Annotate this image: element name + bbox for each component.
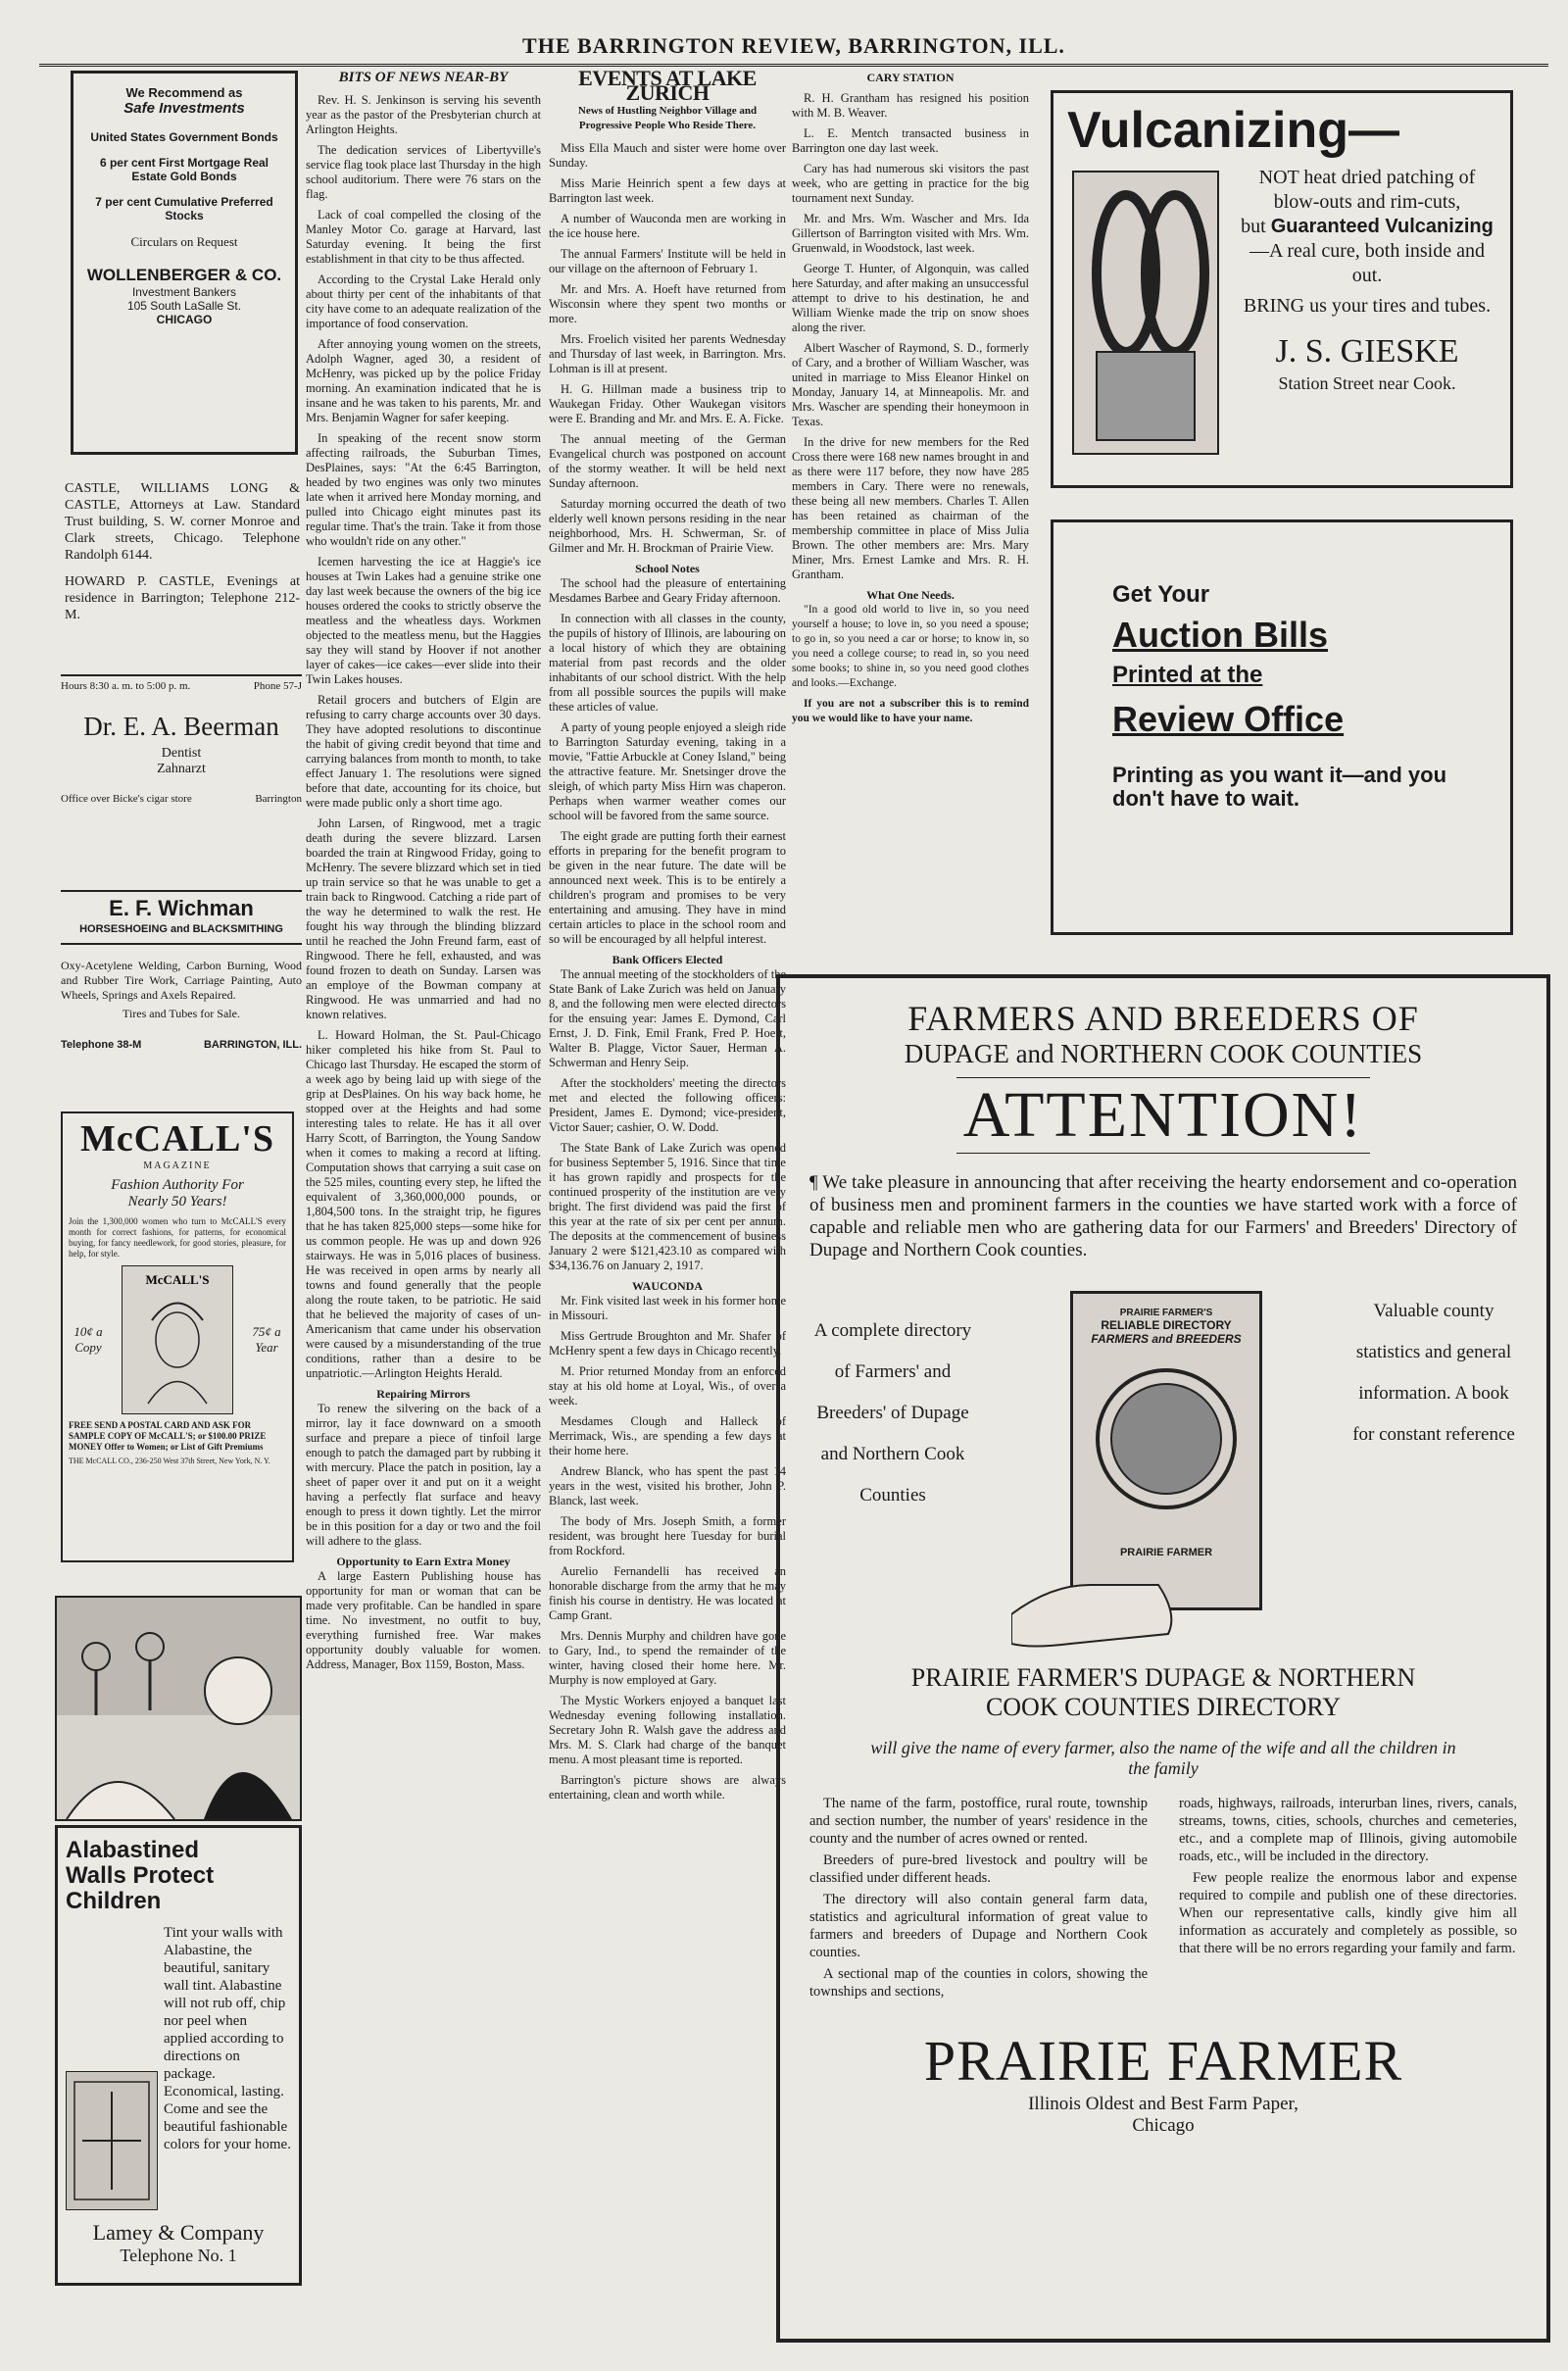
mccalls-address: THE McCALL CO., 236-250 West 37th Street, New York, N. Y.	[69, 1457, 270, 1465]
cary-station-column	[792, 71, 1029, 972]
blacksmith-phone: Telephone 38-M	[61, 1039, 142, 1051]
news-item: The body of Mrs. Joseph Smith, a former resident, was brought here Tuesday for burial from Rockford.	[549, 1514, 786, 1557]
masthead-title: THE BARRINGTON REVIEW, BARRINGTON, ILL.	[522, 33, 1065, 58]
wichman-ad	[61, 896, 302, 1102]
news-item: Cary has had numerous ski visitors the past week, who are getting in practice for the big tournament next Sunday.	[792, 162, 1029, 205]
news-item: Rev. H. S. Jenkinson is serving his seventh year as the pastor of the Presbyterian church at Arlington Heights.	[306, 93, 541, 136]
subscriber-note: If you are not a subscriber this is to remind you we would like to have your name.	[792, 698, 1029, 724]
ad-line: 6 per cent First Mortgage Real Estate Gold Bonds	[99, 156, 270, 183]
news-item: Miss Ella Mauch and sister were home over Sunday.	[549, 141, 786, 170]
vulcanizing-line	[1238, 215, 1496, 288]
directory-title-2: COOK COUNTIES DIRECTORY	[985, 1693, 1342, 1721]
news-item: The State Bank of Lake Zurich was opened for business September 5, 1916. Since that time it has grown rapidly and prospects for the continued prosperity of the institution are very bright. The first dividend was paid the first of this year at the rate of six per cent per annum. The deposits at the commencement of business January 2 were $121,423.10 as compared with $34,136.76 on January 2, 1917.	[549, 1141, 786, 1272]
package-icon	[67, 2072, 157, 2209]
prairie-farmer-brand: PRAIRIE FARMER	[923, 2029, 1403, 2093]
directory-italic: will give the name of every farmer, also the name of the wife and all the children in the family	[870, 1738, 1456, 1778]
news-item: Mesdames Clough and Halleck of Merrimack, Wis., are spending a few days at their home here.	[549, 1414, 786, 1457]
mccalls-description: Join the 1,300,000 women who turn to McCALL'S every month for correct fashions, for patterns, for economical buying, for fancy needlework, for good stories, pleasure, for help, for style.	[69, 1216, 286, 1259]
price-year: 75¢ a Year	[252, 1324, 281, 1355]
news-item: In speaking of the recent snow storm affecting railroads, the Suburban Times, DesPlaines, says: "At the 6:45 Barrington, headed by two engines was only two minutes late when it arrived here Monday morning, and pulled into Chicago eight minutes past its regular time. That's the train. Take it from those who wouldn't ride on any other."	[306, 431, 541, 548]
vulcanizing-ad	[1051, 90, 1513, 488]
news-item: The eight grade are putting forth their earnest efforts in preparing for the benefit program to be given in the near future. The date will be announced next week. This is to be entirely a children's program and promises to be very entertaining and amusing. They have in mind certain articles to place in the school room and so will be encouraged by all helpful interest.	[549, 829, 786, 946]
vulcanizing-text: —A real cure, both inside and out.	[1250, 240, 1485, 286]
blacksmith-name: E. F. Wichman	[109, 896, 254, 920]
news-item: R. H. Grantham has resigned his position with M. B. Weaver.	[792, 91, 1029, 120]
directory-text: Few people realize the enormous labor and expense required to compile and publish one of these directories. When our representative calls, kindly give him all information as accurately and completely as possible, so that there will be no errors regarding your family and farm.	[1179, 1870, 1517, 1956]
news-item: Retail grocers and butchers of Elgin are refusing to carry charge accounts over 30 days. They have adopted resolutions to discontinue the habit of giving credit beyond that time and carrying balances from month to month, to take effect January 1. The resolutions were signed before that date, accounting for its choice, but were made public only a short time ago.	[306, 693, 541, 810]
farmers-intro: ¶ We take pleasure in announcing that after receiving the hearty endorsement and co-operation of business men and prominent farmers in the counties we have started work with a force of capable and reliable men who are gathering data for our Farmers' and Breeders' Directory of Dupage and Northern Cook counties.	[809, 1172, 1517, 1260]
news-item: The Mystic Workers enjoyed a banquet last Wednesday evening following installation. Secretary John R. Walsh gave the address and Mrs. M. S. Clark had charge of the banquet menu. A most pleasant time is reported.	[549, 1694, 786, 1766]
news-item: Mr. and Mrs. Wm. Wascher and Mrs. Ida Gillertson of Barrington visited with Mrs. Wm. Gruenwald, in Woodstock, last week.	[792, 212, 1029, 255]
news-item: George T. Hunter, of Algonquin, was called here Saturday, and after making an unsuccessful attempt to drive to his destination, he and William Wienke made the trip on snow shoes along the river.	[792, 262, 1029, 334]
alabastine-phone: Telephone No. 1	[120, 2246, 237, 2265]
company-city: CHICAGO	[156, 313, 213, 326]
ad-line: Circulars on Request	[130, 234, 238, 249]
divider	[61, 674, 302, 676]
news-item: In connection with all classes in the county, the pupils of history of Illinois, are labouring on a local history of which they are obtaining material from past records and the older inhabitants of our school district. With the help from all possible sources the pupils will make these articles of value.	[549, 612, 786, 714]
auction-line: Get Your	[1112, 581, 1210, 608]
news-item: The annual meeting of the stockholders of the State Bank of Lake Zurich was held on January 8, and the following men were elected directors for the ensuing year: James E. Dymond, Carl Ernst, J. D. Fink, Emil Frank, Fred P. Hoeft, Walter B. Plagge, Victor Sauer, Herman A. Schwerman and Henry Seip.	[549, 967, 786, 1069]
directory-right-text: Valuable county statistics and general information. A book for constant reference	[1352, 1301, 1515, 1445]
directory-text: The directory will also contain general farm data, statistics and agricultural information of great value to farmers and breeders of Dupage and Northern Cook counties.	[809, 1892, 1148, 1960]
mccalls-offer: FREE SEND A POSTAL CARD AND ASK FOR SAMPLE COPY OF McCALL'S; or $100.00 PRIZE MONEY Offer to Women; or List of Gift Premiums	[69, 1420, 267, 1452]
alabastine-title: Alabastined Walls Protect Children	[66, 1837, 215, 1914]
tire-image	[1067, 166, 1224, 460]
prairie-farmer-tagline: Illinois Oldest and Best Farm Paper,	[1028, 2094, 1298, 2114]
beerman-card	[61, 680, 302, 886]
lake-zurich-column	[549, 71, 786, 2345]
directory-text: Breeders of pure-bred livestock and poultry will be classified under different heads.	[809, 1852, 1148, 1886]
dentist-title-german: Zahnarzt	[157, 762, 206, 776]
children-playing-icon	[57, 1598, 300, 1819]
directory-text: A sectional map of the counties in colors, showing the townships and sections,	[809, 1966, 1148, 2000]
news-item: Miss Marie Heinrich spent a few days at Barrington last week.	[549, 176, 786, 205]
mccalls-sub: MAGAZINE	[143, 1161, 212, 1171]
news-item: H. G. Hillman made a business trip to Waukegan Friday. Other Waukegan visitors were E. Branding and Mr. and Mrs. E. A. Ficke.	[549, 382, 786, 425]
column-heading: BITS OF NEWS NEAR-BY	[338, 71, 509, 85]
column-heading: CARY STATION	[866, 71, 955, 84]
directory-text: The name of the farm, postoffice, rural route, township and section number, the number of years' residence in the county and the number of acres owned or rented.	[809, 1796, 1148, 1847]
news-item: Mrs. Froelich visited her parents Wednesday and Thursday of last week, in Barrington. Mrs. Lohman is ill at present.	[549, 332, 786, 375]
vulcanizing-line: NOT heat dried patching of blow-outs and rim-cuts,	[1258, 167, 1476, 213]
farmers-heading-2: DUPAGE and NORTHERN COOK COUNTIES	[904, 1039, 1423, 1068]
news-item: Saturday morning occurred the death of two elderly well known persons residing in the near neighborhood, Mrs. H. Schwerman, Sr. of Gilmer and Mr. H. Brockman of Prairie View.	[549, 497, 786, 555]
price-copy: 10¢ a Copy	[74, 1324, 103, 1355]
news-item: A party of young people enjoyed a sleigh ride to Barrington Saturday evening, taking in a movie, "Fattie Arbuckle at Coney Island," being the attractive feature. Mr. Snetsinger drove the sleigh, of which party Miss Hirn was chaperon. Perhaps when warmer weather comes our school will be favored from the same source.	[549, 720, 786, 822]
blacksmith-town: BARRINGTON, ILL.	[203, 1039, 302, 1051]
news-item: M. Prior returned Monday from an enforced stay at his old home at Loyal, Wis., of over a week.	[549, 1364, 786, 1408]
news-item: To renew the silvering on the back of a mirror, lay it face downward on a smooth surface and prepare a piece of tinfoil large enough to patch the damaged part by rubbing it with mercury. Place the patch in position, lay a sheet of paper over it and put on it a weight having a perfectly flat surface and heavy enough to press it down tightly. Let the mirror be in this position for a day or two and the foil will adhere to the glass.	[306, 1402, 541, 1548]
castle-text: CASTLE, WILLIAMS LONG & CASTLE, Attorneys at Law. Standard Trust building, S. W. corner Monroe and Clark streets, Chicago. Telephone Randolph 6144.	[65, 481, 300, 563]
directory-title-1: PRAIRIE FARMER'S DUPAGE & NORTHERN	[910, 1663, 1416, 1692]
section-heading: What One Needs.	[866, 588, 955, 602]
news-item: After annoying young women on the streets, Adolph Wagner, aged 30, a resident of McHenry, was picked up by the police Friday morning. An examination indicated that he is insane and he was taken to his parents, Mr. and Mrs. Benjamin Wagner for safer keeping.	[306, 337, 541, 424]
auction-line: Review Office	[1112, 699, 1345, 739]
castle-card	[65, 480, 300, 676]
news-item: Lack of coal compelled the closing of the Manley Motor Co. garage at Harvard, last Saturday evening. It being the first establishment in that city to be thus affected.	[306, 208, 541, 266]
news-item: Mrs. Dennis Murphy and children have gone to Gary, Ind., to spend the remainder of the winter, having closed their home here. Mr. Murphy is now employed at Gary.	[549, 1629, 786, 1687]
office-hours: Hours 8:30 a. m. to 5:00 p. m.	[61, 680, 191, 692]
news-item: Miss Gertrude Broughton and Mr. Shafer of McHenry spent a few days in Chicago recently.	[549, 1329, 786, 1358]
news-item: The annual Farmers' Institute will be held in our village on the afternoon of February 1.	[549, 247, 786, 275]
mccalls-tagline: Fashion Authority For Nearly 50 Years!	[111, 1177, 244, 1210]
alabastine-company: Lamey & Company	[92, 2220, 265, 2245]
directory-left-text: A complete directory of Farmers' and Breeders' of Dupage and Northern Cook Counties	[813, 1320, 972, 1506]
auction-line: Printed at the	[1112, 662, 1263, 688]
wollenberger-ad	[71, 71, 298, 455]
news-item: Aurelio Fernandelli has received an honorable discharge from the army that he may finish his course in dentistry. He was located at Camp Grant.	[549, 1564, 786, 1622]
vulcanizing-name: J. S. GIESKE	[1275, 333, 1459, 370]
office-location: Office over Bicke's cigar store	[61, 793, 192, 805]
news-item: The annual meeting of the German Evangelical church was postponed on account of the stormy weather. It will be held next Sunday afternoon.	[549, 432, 786, 490]
svg-text:McCALL'S: McCALL'S	[145, 1272, 210, 1287]
news-item: Andrew Blanck, who has spent the past 14 years in the west, visited his brother, John P. Blanck, last week.	[549, 1464, 786, 1507]
auction-line: Auction Bills	[1112, 615, 1329, 655]
auction-bills-ad	[1051, 519, 1513, 935]
company-sub: Investment Bankers	[131, 285, 237, 299]
poem: "In a good old world to live in, so you need yourself a house; to love in, so you need a spouse; to go in, so you need a car or horse; to know in, so you need a college course; to read in, so you need some books; to shine in, so you need good clothes and looks.—Exchange.	[792, 604, 1029, 689]
section-heading: Opportunity to Earn Extra Money	[336, 1555, 511, 1568]
news-item: A large Eastern Publishing house has opportunity for man or woman that can be made very profitable. Can be handled in spare time. No investment, no outfit to buy, everything furnished free. War makes opportunity doubly valuable for women. Address, Manager, Box 1159, Boston, Mass.	[306, 1569, 541, 1671]
news-item: The dedication services of Libertyville's service flag took place last Thursday in the high school auditorium. There were 76 stars on the flag.	[306, 143, 541, 201]
alabastine-ad	[55, 1825, 302, 2286]
dentist-name: Dr. E. A. Beerman	[83, 712, 279, 741]
castle-text-2: HOWARD P. CASTLE, Evenings at residence in Barrington; Telephone 212-M.	[65, 574, 300, 622]
tire-icon	[1067, 166, 1224, 460]
section-heading: WAUCONDA	[632, 1279, 703, 1293]
news-item: Albert Wascher of Raymond, S. D., formerly of Cary, and a brother of William Wascher, was united in marriage to Miss Eleanor Hinkel on Monday, January 14, at Minneapolis. Mr. and Mrs. Wascher are spending their honeymoon in Texas.	[792, 341, 1029, 428]
magazine-cover-image	[122, 1265, 233, 1414]
news-item: The school had the pleasure of entertaining Mesdames Barbee and Geary Friday afternoon.	[549, 576, 786, 605]
section-heading: Bank Officers Elected	[612, 953, 723, 966]
prairie-farmer-city: Chicago	[1132, 2115, 1195, 2136]
ad-line: 7 per cent Cumulative Preferred Stocks	[95, 195, 273, 222]
mccalls-ad	[61, 1111, 294, 1562]
phone-number: Phone 57-J	[253, 680, 302, 692]
tires-note: Tires and Tubes for Sale.	[122, 1007, 240, 1020]
blacksmith-trade: HORSESHOEING and BLACKSMITHING	[79, 923, 283, 935]
masthead	[39, 27, 1548, 67]
section-heading: School Notes	[635, 562, 700, 575]
news-item: After the stockholders' meeting the directors met and elected the following officers: President, James E. Dymond; vice-president, Victor Sauer; cashier, O. W. Dodd.	[549, 1076, 786, 1134]
magazine-cover-icon	[122, 1266, 232, 1413]
news-item: L. Howard Holman, the St. Paul-Chicago hiker completed his hike from St. Paul to Chicago last Thursday. He escaped the storm of a week ago by being laid up with siege of the grip at DesPlaines. On his way back home, he stopped over at the Heights and had some interesting tales to relate. He has it all over Harry Scott, of Barrington, the Young Sandow when it comes to making a record at lifting. Computation shows that carrying a suit case on the 525 miles, counting every step, he lifted the equivalent of 3,360,000,000 pounds, or 1,804,500 tons. In the straight trip, he figures that he has taken 825,000 steps—some hike for us common people. He was up and down 926 stairways. He was in 5,016 places of business. He was received in open arms by nearly all towns and found generally that the people along the route taken, to be patriotic. He said that he believed the majority of cases of un-Americanism that came under his observation were caused by a misunderstanding of the true conditions, rather than a desire to be unpatriotic.—Arlington Heights Herald.	[306, 1028, 541, 1380]
company-name: WOLLENBERGER & CO.	[86, 266, 282, 284]
alabastine-package-image	[66, 2071, 158, 2210]
children-illustration	[55, 1596, 302, 1821]
vulcanizing-address: Station Street near Cook.	[1278, 373, 1456, 393]
book-cover-line: FARMERS and BREEDERS	[1091, 1332, 1242, 1346]
farmers-heading-1: FARMERS AND BREEDERS OF	[907, 999, 1419, 1038]
ad-heading-1: We Recommend as	[125, 85, 243, 100]
ad-line: United States Government Bonds	[90, 130, 278, 144]
directory-text: roads, highways, railroads, interurban lines, rivers, canals, streams, towns, cities, schools, churches and cemeteries, etc., and a complete map of Illinois, giving automobile roads, etc., will be included in the directory.	[1179, 1796, 1517, 1864]
alabastine-body: Tint your walls with Alabastine, the beautiful, sanitary wall tint. Alabastine will not rub off, chip nor peel when applied according to directions on package. Economical, lasting. Come and see the beautiful fashionable colors for your home.	[164, 1925, 291, 2152]
dentist-title: Dentist	[161, 746, 202, 761]
vulcanizing-text: but	[1241, 216, 1271, 237]
attention-heading: ATTENTION!	[956, 1077, 1370, 1154]
ad-heading-2: Safe Investments	[123, 100, 245, 117]
vulcanizing-title: Vulcanizing—	[1067, 102, 1399, 159]
company-address: 105 South LaSalle St.	[126, 299, 242, 313]
vulcanizing-line: BRING us your tires and tubes.	[1243, 295, 1492, 317]
news-item: John Larsen, of Ringwood, met a tragic death during the severe blizzard. Larsen boarded the train at Ringwood Friday, going to McHenry. The severe blizzard which set in tied up train service so that he was unable to get a train back to Ringwood. Catching a ride part of the way he determined to walk the rest. He fought his way through the blinding blizzard until he reached the John Freund farm, east of Ringwood. There he fell, exhausted, and was found frozen to death on Sunday. Larsen was an employe of the Bowman company at Ringwood. He was unmarried and had no known relatives.	[306, 816, 541, 1021]
news-item: In the drive for new members for the Red Cross there were 168 new names brought in and as there were 117 before, they now have 285 members in Cary. There were no renewals, these being all new members. Charles T. Allen has been retained as chairman of the membership committee in place of Miss Julia Brown. The other members are: Mrs. Mary Miner, Mrs. Ernest Lamke and Mrs. R. H. Grantham.	[792, 435, 1029, 581]
blacksmith-services: Oxy-Acetylene Welding, Carbon Burning, Wood and Rubber Tire Work, Carriage Painting, Auto Wheels, Springs and Axels Repaired.	[61, 959, 302, 1002]
divider	[61, 890, 302, 892]
directory-book-image	[1051, 1291, 1276, 1663]
news-item: According to the Crystal Lake Herald only about thirty per cent of the inhabitants of that city have come to an adequate realization of the importance of food conservation.	[306, 272, 541, 330]
office-town: Barrington	[255, 793, 302, 805]
news-item: A number of Wauconda men are working in the ice house here.	[549, 212, 786, 240]
news-item: Mr. Fink visited last week in his former home in Missouri.	[549, 1294, 786, 1322]
farmers-breeders-ad	[776, 974, 1550, 2343]
news-item: Icemen harvesting the ice at Haggie's ice houses at Twin Lakes had a genuine strike one day last week because the owners of the big ice houses ordered the cooks to strictly observe the meatless and the wheatless days. Workmen objected to the meatless menu, but the Haggies say they will stand by Hoover if not another layer of cakes—ice cakes—ever slide into their Twin Lakes houses.	[306, 555, 541, 686]
column-heading: EVENTS AT LAKE ZURICH	[578, 71, 757, 105]
section-heading: Repairing Mirrors	[376, 1387, 470, 1401]
book-cover-line: PRAIRIE FARMER	[1119, 1547, 1213, 1558]
book-cover-line: PRAIRIE FARMER'S	[1119, 1308, 1213, 1318]
column-subheading: News of Hustling Neighbor Village and Progressive People Who Reside There.	[577, 105, 758, 131]
mccalls-logo: McCALL'S	[80, 1118, 274, 1160]
news-item: Mr. and Mrs. A. Hoeft have returned from Wisconsin where they spent two months or more.	[549, 282, 786, 325]
book-cover-line: RELIABLE DIRECTORY	[1101, 1318, 1232, 1332]
bits-of-news-column	[306, 71, 541, 2345]
vulcanizing-bold: Guaranteed Vulcanizing	[1270, 216, 1494, 237]
news-item: L. E. Mentch transacted business in Barrington one day last week.	[792, 126, 1029, 155]
news-item: Barrington's picture shows are always entertaining, clean and worth while.	[549, 1773, 786, 1802]
auction-line: Printing as you want it—and you don't have to wait.	[1112, 763, 1447, 811]
hand-icon	[1011, 1291, 1237, 1663]
